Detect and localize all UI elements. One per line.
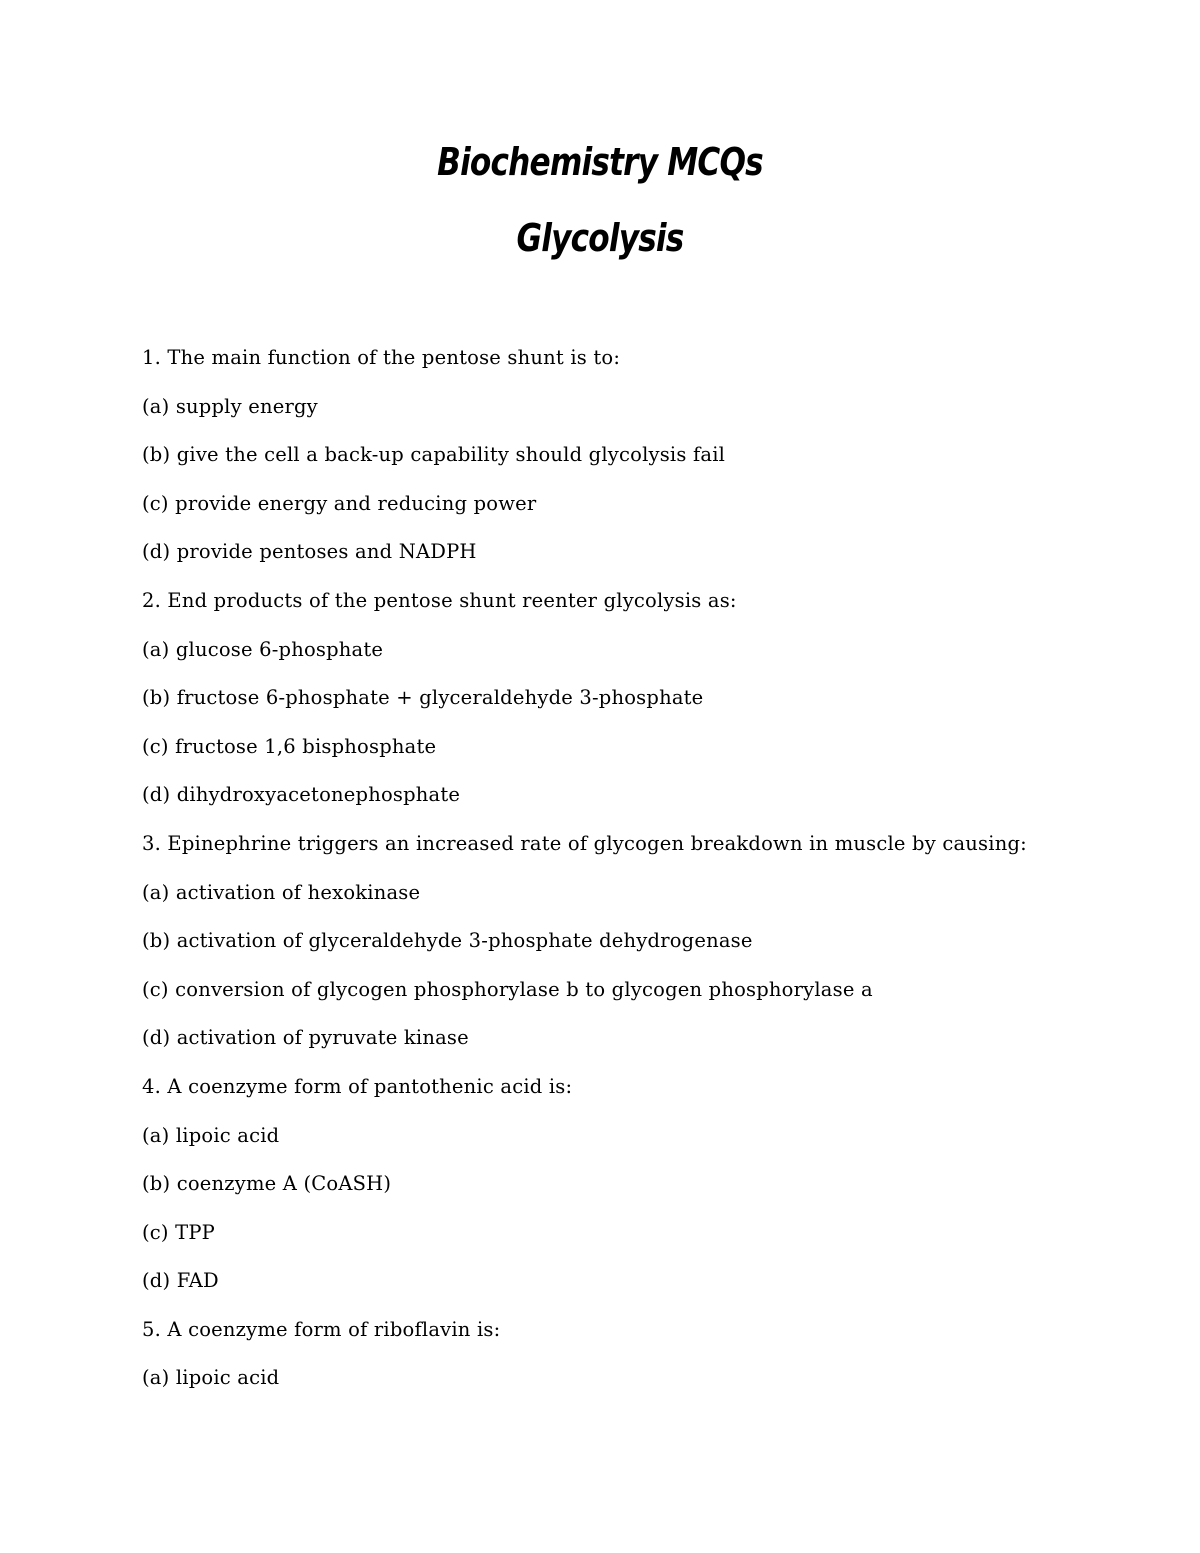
question-3-option-b: (b) activation of glyceraldehyde 3-phosphate dehydrogenase	[142, 929, 753, 953]
question-4-option-b: (b) coenzyme A (CoASH)	[142, 1172, 392, 1196]
question-1-option-d: (d) provide pentoses and NADPH	[142, 540, 477, 564]
question-2-option-a: (a) glucose 6-phosphate	[142, 637, 384, 661]
question-4-stem: 4. A coenzyme form of pantothenic acid is:	[142, 1074, 573, 1098]
question-1-option-b: (b) give the cell a back-up capability should glycolysis fail	[142, 443, 726, 467]
question-1-option-c: (c) provide energy and reducing power	[142, 491, 537, 515]
question-2-option-b: (b) fructose 6-phosphate + glyceraldehyde 3-phosphate	[142, 686, 704, 710]
question-list	[142, 334, 1182, 1403]
question-3-option-d: (d) activation of pyruvate kinase	[142, 1026, 469, 1050]
question-5-option-a: (a) lipoic acid	[142, 1366, 280, 1390]
question-5-stem: 5. A coenzyme form of riboflavin is:	[142, 1317, 501, 1341]
document-subtitle: Glycolysis	[516, 216, 684, 260]
question-2-option-c: (c) fructose 1,6 bisphosphate	[142, 734, 437, 758]
question-1-option-a: (a) supply energy	[142, 394, 318, 418]
question-2-stem: 2. End products of the pentose shunt reenter glycolysis as:	[142, 588, 737, 612]
document-title: Biochemistry MCQs	[437, 140, 763, 184]
question-4-option-a: (a) lipoic acid	[142, 1123, 280, 1147]
question-1-stem: 1. The main function of the pentose shunt is to:	[142, 346, 621, 369]
question-2-option-d: (d) dihydroxyacetonephosphate	[142, 783, 461, 807]
question-4-option-c: (c) TPP	[142, 1220, 215, 1244]
question-3-option-a: (a) activation of hexokinase	[142, 880, 421, 904]
question-3-option-c: (c) conversion of glycogen phosphorylase b to glycogen phosphorylase a	[142, 977, 873, 1001]
question-3-stem: 3. Epinephrine triggers an increased rate of glycogen breakdown in muscle by causing:	[142, 831, 1027, 855]
question-4-option-d: (d) FAD	[142, 1269, 219, 1293]
